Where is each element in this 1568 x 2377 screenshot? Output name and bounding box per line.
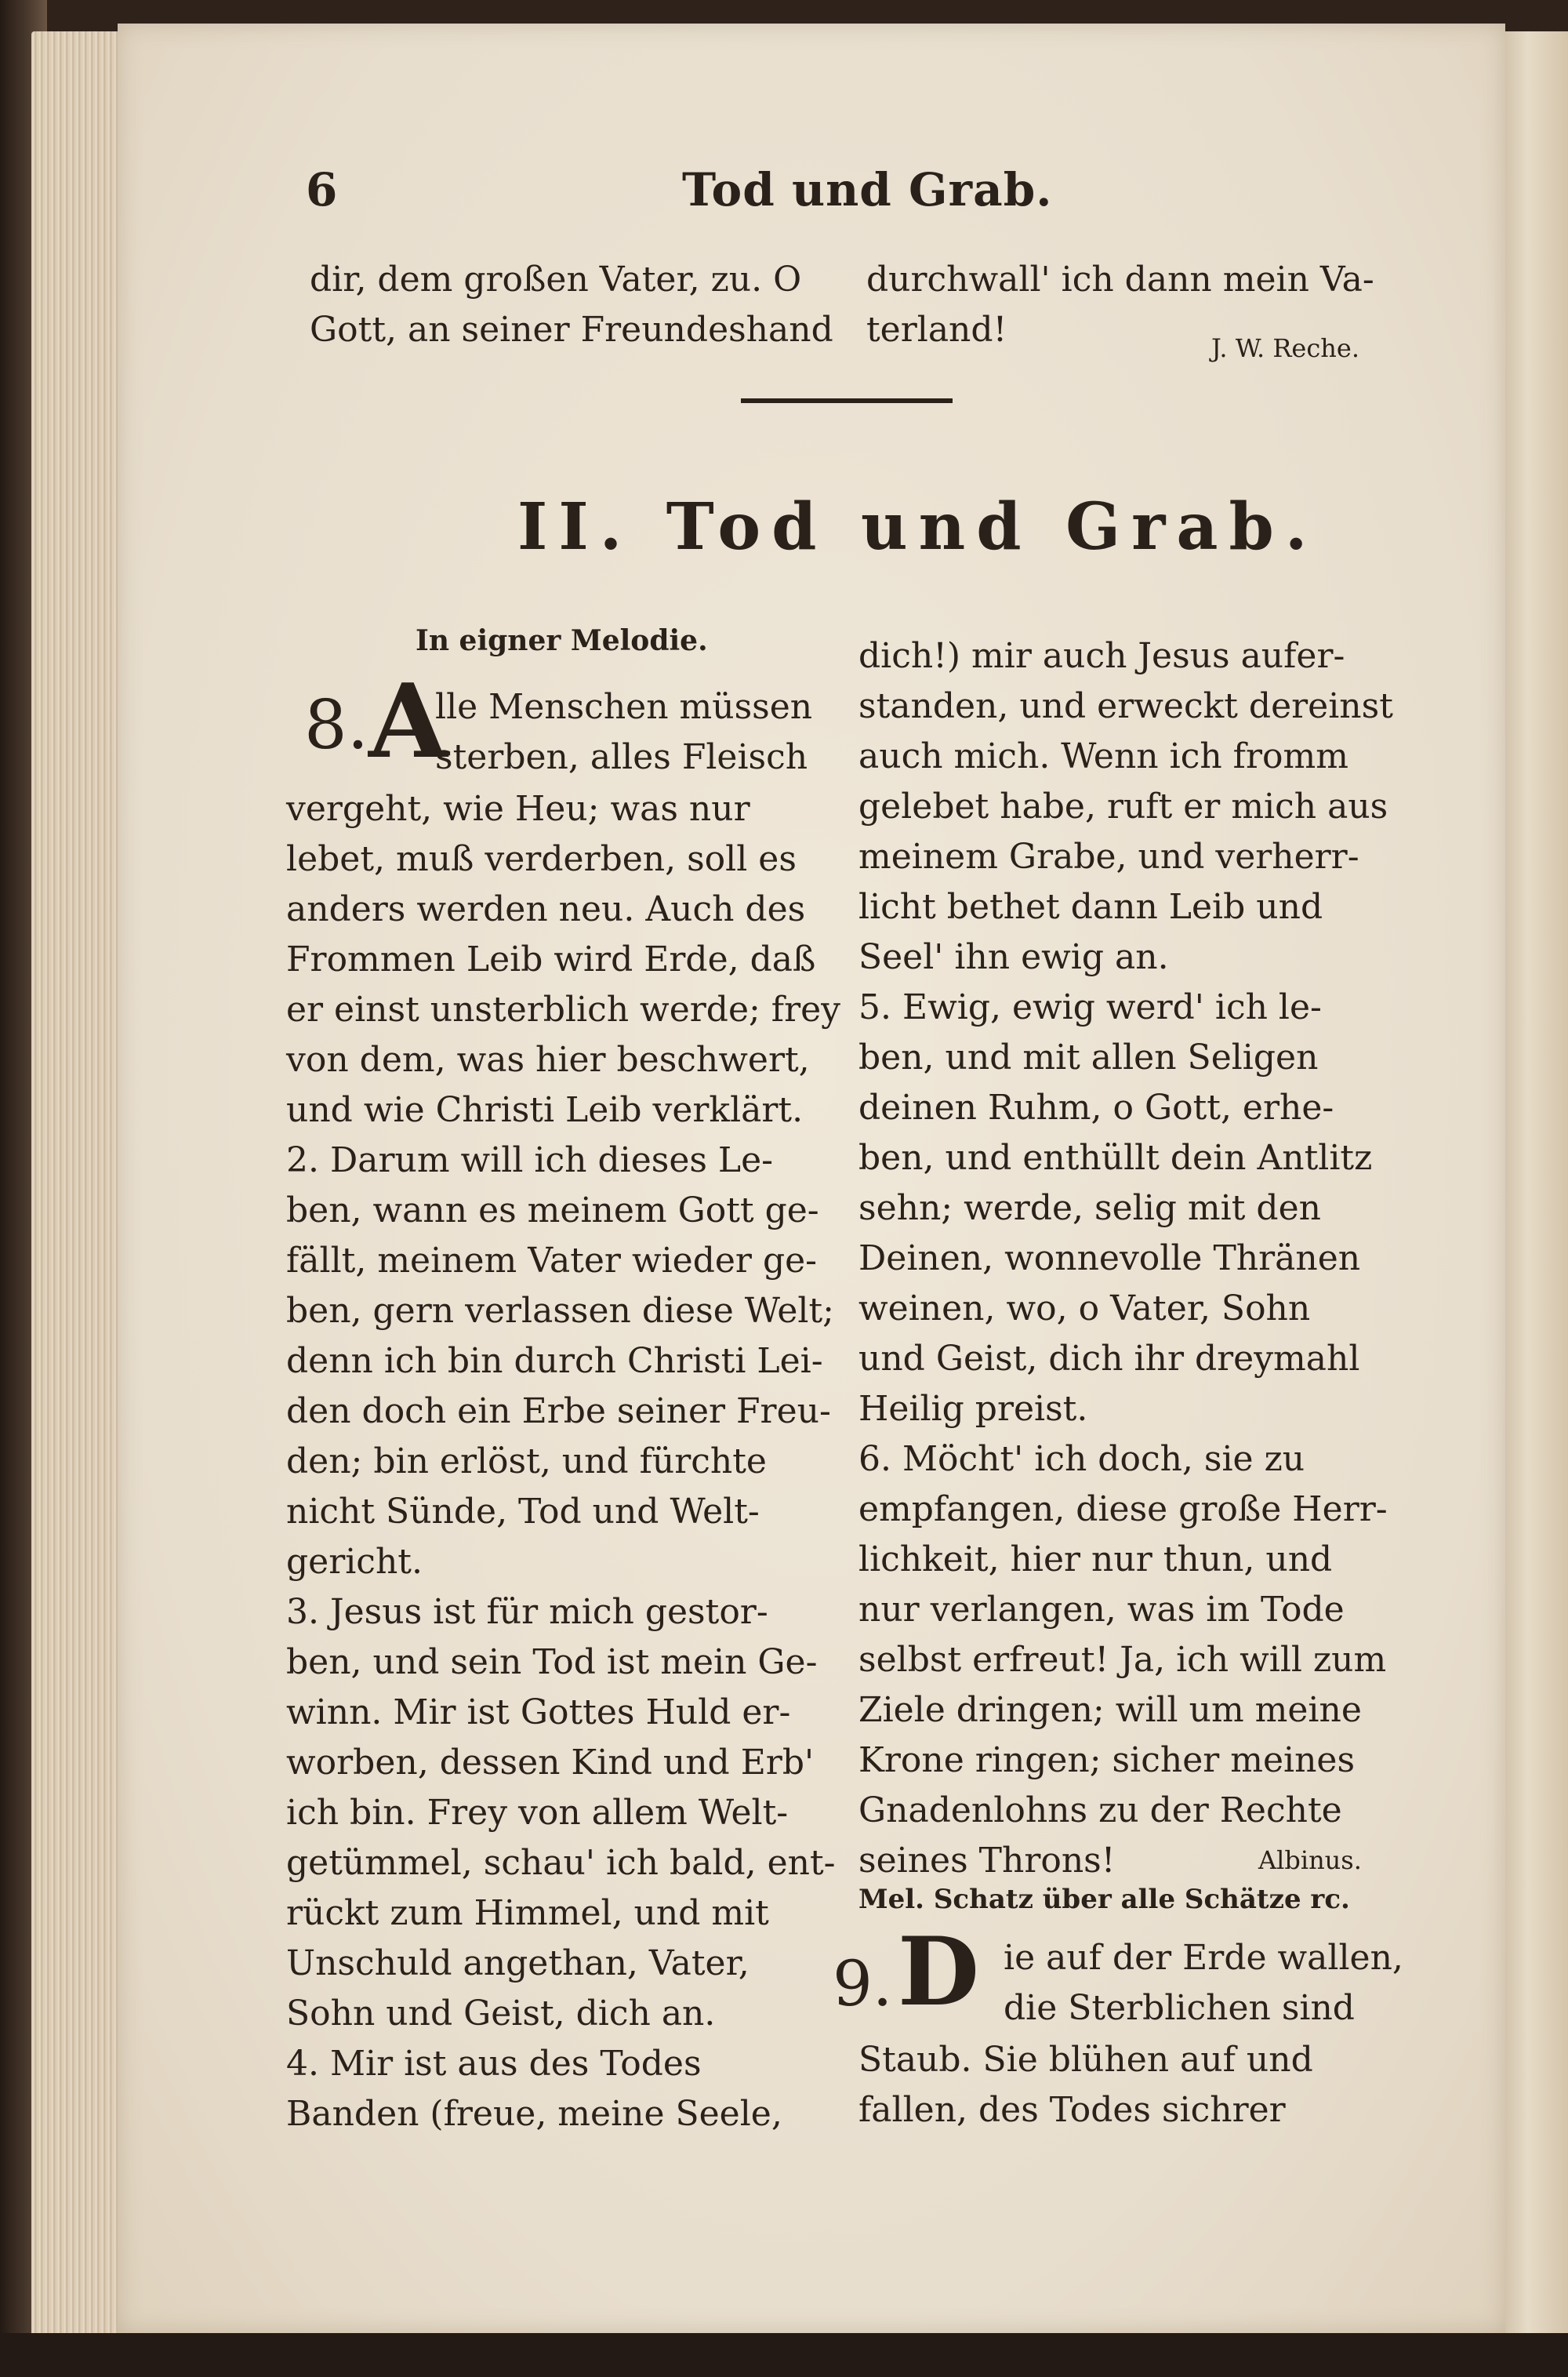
text-line: ich bin. Frey von allem Welt-	[286, 1793, 789, 1833]
author-attribution: Albinus.	[1258, 1845, 1362, 1875]
text-line: den doch ein Erbe seiner Freu-	[286, 1391, 831, 1431]
hymn8-first-lines	[435, 682, 812, 783]
text-line: dich!) mir auch Jesus aufer-	[858, 636, 1345, 676]
page-number: 6	[306, 163, 338, 216]
running-head: Tod und Grab.	[682, 163, 1053, 216]
text-line: er einst unsterblich werde; frey	[286, 990, 841, 1030]
section-title: II. Tod und Grab.	[517, 489, 1319, 565]
text-line: durchwall' ich dann mein Va-	[866, 260, 1374, 300]
text-line: sterben, alles Fleisch	[435, 737, 808, 777]
text-line: nicht Sünde, Tod und Welt-	[286, 1492, 760, 1532]
text-line: ben, wann es meinem Gott ge-	[286, 1190, 819, 1230]
text-line: Heilig preist.	[858, 1389, 1088, 1429]
drop-cap: A	[368, 661, 448, 781]
text-line: ben, und enthüllt dein Antlitz	[858, 1138, 1373, 1178]
book-cover-bottom	[0, 2333, 1568, 2377]
text-line: 6. Möcht' ich doch, sie zu	[858, 1439, 1305, 1479]
text-line: Krone ringen; sicher meines	[858, 1740, 1356, 1780]
text-line: standen, und erweckt dereinst	[858, 686, 1393, 726]
text-line: Seel' ihn ewig an.	[858, 937, 1169, 977]
text-line: nur verlangen, was im Tode	[858, 1590, 1345, 1630]
text-line: 5. Ewig, ewig werd' ich le-	[858, 987, 1322, 1027]
hymn-number: 9.	[833, 1947, 893, 2020]
text-line: fällt, meinem Vater wieder ge-	[286, 1241, 818, 1281]
text-line: anders werden neu. Auch des	[286, 889, 806, 929]
text-line: vergeht, wie Heu; was nur	[286, 789, 750, 829]
text-line: ben, und mit allen Seligen	[858, 1038, 1319, 1078]
text-line: ben, und sein Tod ist mein Ge-	[286, 1642, 818, 1682]
text-line: meinem Grabe, und verherr-	[858, 837, 1359, 877]
melody-note: Mel. Schatz über alle Schätze rc.	[858, 1884, 1350, 1915]
text-line: Staub. Sie blühen auf und	[858, 2040, 1313, 2080]
section-divider	[741, 398, 953, 403]
text-line: selbst erfreut! Ja, ich will zum	[858, 1640, 1387, 1680]
left-column	[286, 784, 840, 2139]
text-line: fallen, des Todes sichrer	[858, 2090, 1286, 2130]
hymn-number: 8.	[304, 686, 369, 765]
text-line: die Sterblichen sind	[1004, 1988, 1355, 2028]
text-line: sehn; werde, selig mit den	[858, 1188, 1321, 1228]
text-line: lle Menschen müssen	[435, 687, 813, 727]
text-line: und wie Christi Leib verklärt.	[286, 1090, 804, 1130]
text-line: Unschuld angethan, Vater,	[286, 1943, 750, 1983]
text-line: Ziele dringen; will um meine	[858, 1690, 1362, 1730]
text-line: Deinen, wonnevolle Thränen	[858, 1238, 1361, 1278]
facing-page-edge	[1501, 31, 1568, 2345]
text-line: dir, dem großen Vater, zu. O	[310, 260, 802, 300]
text-line: 3. Jesus ist für mich gestor-	[286, 1592, 768, 1632]
melody-note: In eigner Melodie.	[416, 624, 708, 657]
text-line: auch mich. Wenn ich fromm	[858, 736, 1348, 776]
text-line: deinen Ruhm, o Gott, erhe-	[858, 1088, 1334, 1128]
text-line: 4. Mir ist aus des Todes	[286, 2044, 702, 2084]
text-line: lichkeit, hier nur thun, und	[858, 1539, 1333, 1579]
text-line: worben, dessen Kind und Erb'	[286, 1743, 815, 1783]
text-line: 2. Darum will ich dieses Le-	[286, 1140, 774, 1180]
text-line: rückt zum Himmel, und mit	[286, 1893, 769, 1933]
text-line: und Geist, dich ihr dreymahl	[858, 1339, 1360, 1379]
text-line: winn. Mir ist Gottes Huld er-	[286, 1692, 791, 1732]
text-line: ben, gern verlassen diese Welt;	[286, 1291, 834, 1331]
text-line: Banden (freue, meine Seele,	[286, 2094, 782, 2134]
right-column	[858, 631, 1393, 1886]
text-line: licht bethet dann Leib und	[858, 887, 1323, 927]
text-line: von dem, was hier beschwert,	[286, 1040, 810, 1080]
text-line: weinen, wo, o Vater, Sohn	[858, 1288, 1311, 1328]
text-line: seines Throns!	[858, 1841, 1116, 1881]
text-line: lebet, muß verderben, soll es	[286, 839, 797, 879]
hymn9-lines	[858, 2035, 1313, 2135]
carryover-left	[310, 255, 833, 355]
text-line: empfangen, diese große Herr-	[858, 1489, 1388, 1529]
text-line: gelebet habe, ruft er mich aus	[858, 787, 1388, 827]
text-line: getümmel, schau' ich bald, ent-	[286, 1843, 836, 1883]
text-line: Sohn und Geist, dich an.	[286, 1994, 716, 2034]
text-line: denn ich bin durch Christi Lei-	[286, 1341, 823, 1381]
text-line: terland!	[866, 310, 1007, 350]
text-line: gericht.	[286, 1542, 423, 1582]
text-line: Frommen Leib wird Erde, daß	[286, 940, 816, 980]
text-line: den; bin erlöst, und fürchte	[286, 1441, 767, 1481]
drop-cap: D	[898, 1917, 980, 2027]
hymn9-first-lines	[1004, 1933, 1403, 2034]
author-attribution: J. W. Reche.	[1211, 333, 1359, 363]
text-line: Gott, an seiner Freundeshand	[310, 310, 833, 350]
text-line: ie auf der Erde wallen,	[1004, 1938, 1403, 1978]
text-line: Gnadenlohns zu der Rechte	[858, 1790, 1342, 1830]
